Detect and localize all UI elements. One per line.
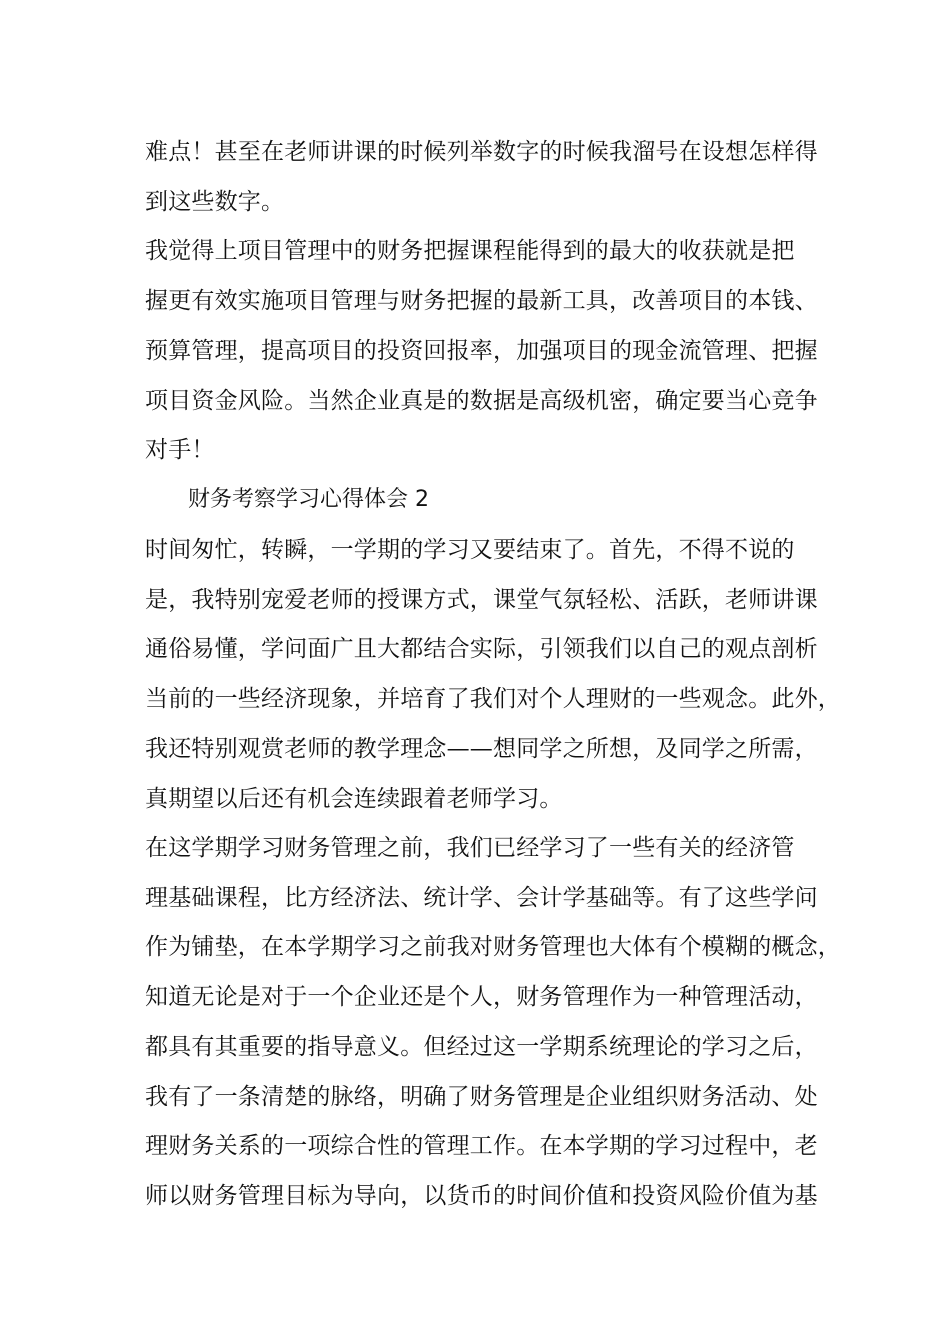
paragraph-4-line-6: 我有了一条清楚的脉络，明确了财务管理是企业组织财务活动、处 (145, 1084, 818, 1110)
paragraph-4-line-1: 在这学期学习财务管理之前，我们已经学习了一些有关的经济管 (145, 835, 795, 861)
paragraph-4-line-4: 知道无论是对于一个企业还是个人，财务管理作为一种管理活动， (145, 984, 818, 1010)
paragraph-3-line-5: 我还特别观赏老师的教学理念——想同学之所想，及同学之所需， (145, 736, 818, 762)
paragraph-1-line-2: 到这些数字。 (145, 189, 285, 215)
paragraph-2-line-4: 项目资金风险。当然企业真是的数据是高级机密，确定要当心竞争 (145, 388, 818, 414)
paragraph-3-line-1: 时间匆忙，转瞬，一学期的学习又要结束了。首先，不得不说的 (145, 537, 795, 563)
section-title: 财务考察学习心得体会 2 (188, 487, 429, 512)
paragraph-4-line-5: 都具有其重要的指导意义。但经过这一学期系统理论的学习之后， (145, 1034, 818, 1060)
paragraph-4-line-7: 理财务关系的一项综合性的管理工作。在本学期的学习过程中，老 (145, 1133, 818, 1159)
paragraph-4-line-2: 理基础课程，比方经济法、统计学、会计学基础等。有了这些学问 (145, 885, 818, 911)
paragraph-3-line-6: 真期望以后还有机会连续跟着老师学习。 (145, 786, 563, 812)
paragraph-4-line-8: 师以财务管理目标为导向，以货币的时间价值和投资风险价值为基 (145, 1183, 818, 1209)
paragraph-2-line-1: 我觉得上项目管理中的财务把握课程能得到的最大的收获就是把 (145, 238, 795, 264)
paragraph-2-line-5: 对手！ (145, 437, 215, 463)
paragraph-3-line-3: 通俗易懂，学问面广且大都结合实际，引领我们以自己的观点剖析 (145, 636, 818, 662)
paragraph-1-line-1: 难点！甚至在老师讲课的时候列举数字的时候我溜号在设想怎样得 (145, 139, 818, 165)
paragraph-4-line-3: 作为铺垫，在本学期学习之前我对财务管理也大体有个模糊的概念， (145, 934, 841, 960)
paragraph-3-line-4: 当前的一些经济现象，并培育了我们对个人理财的一些观念。此外， (145, 686, 841, 712)
paragraph-3-line-2: 是，我特别宠爱老师的授课方式，课堂气氛轻松、活跃，老师讲课 (145, 587, 818, 613)
paragraph-2-line-2: 握更有效实施项目管理与财务把握的最新工具，改善项目的本钱、 (145, 288, 818, 314)
paragraph-2-line-3: 预算管理，提高项目的投资回报率，加强项目的现金流管理、把握 (145, 338, 818, 364)
